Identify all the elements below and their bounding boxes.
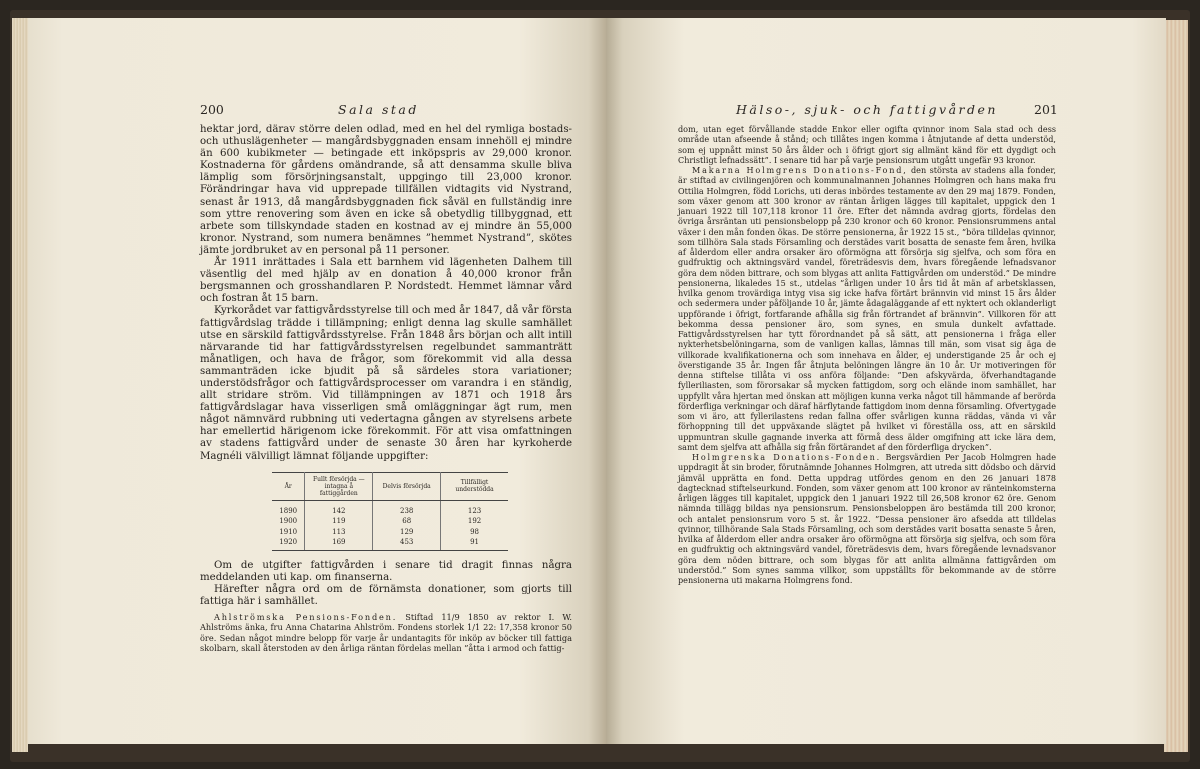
table-header-temporary-support: Tillfälligt understödda <box>441 472 508 500</box>
paragraph: Om de utgifter fattigvården i senare tid dragit finnas några meddelanden uti kap. om finanserna. <box>200 559 572 583</box>
fund-paragraph-holmgrenska <box>678 452 1056 585</box>
table-header-fully-supported: Fullt försörjda — intagna å fattiggården <box>305 472 373 500</box>
table-row <box>272 527 508 538</box>
table-row <box>272 537 508 550</box>
table-cell: 1890 <box>272 500 305 516</box>
right-page-edges <box>1164 20 1188 752</box>
table-cell: 119 <box>305 516 373 527</box>
fund-text: Bergsvärdien Per Jacob Holmgren hade uppdragit åt sin broder, förutnämnde Johannes Holmgren, att utreda sitt dödsbo och därvid jämväl upprätta en fond. Detta uppdrag utfördes genom en den 26 januari 1878 dagtecknad stiftelseurkund. Fonden, som växer genom att 100 kronor av ränteinkomsterna årligen lägges till kapitalet, uppgick den 1 januari 1922 till 26,508 kronor 62 öre. Genom nämnda tillägg bildas nya pensionsrum. Pensionsbeloppen äro bestämda till 200 kronor, och antalet pensionsrum voro 5 st. år 1922. ”Dessa pensioner äro afsedda att tilldelas qvinnor, tillhörande Sala Stads Församling, och som derstädes varit bosatta senaste 5 åren, hvilka af ålderdom eller andra orsaker äro oförmögna att försörja sig sjelfva, och som föra en gudfruktig och aktningsvärd vandel, företrädesvis dem, hvars föregående levnadsvanor göra dem nöden bittrare, och som blygas för att anlita allmänna fattigvården om understöd.” Som synes samma villkor, som uppställts för bekommande av de större pensionerna uti makarna Holmgrens fond. <box>678 452 1056 585</box>
table-cell: 123 <box>467 506 482 515</box>
table-row <box>272 516 508 527</box>
table-header-row <box>272 472 508 500</box>
fund-heading: Makarna Holmgrens Donations-Fond, <box>692 165 908 175</box>
running-title: Sala stad <box>338 102 419 117</box>
table-cell: 453 <box>373 537 441 550</box>
fund-text: Stiftad 11/9 1850 av rektor I. W. Ahlströms änka, fru Anna Chatarina Ahlström. Fondens storlek 1/1 22: 17,358 kronor 50 öre. Sedan något mindre belopp för varje år undantagits för inköp av böcker till fattiga skolbarn, skall återstoden av den årliga räntan fördelas mellan ”åtta i armod och fattig- <box>200 612 572 654</box>
table-row <box>272 500 508 516</box>
table-cell: 113 <box>305 527 373 538</box>
paragraph: Kyrkorådet var fattigvårdsstyrelse till och med år 1847, då vår första fattigvårdslag trädde i tillämpning; enligt denna lag skulle samhället utse en särskild fattigvårdsstyrelse. Från 1848 års början och allt intill närvarande tid har fattigvårdsstyrelsen regelbundet sammanträtt månatligen, och hava de frågor, som förekommit vid alla dessa sammanträden icke bjudit på så särdeles stora variationer; understödsfrågor och fattigvårdsprocesser om varandra i en ständig, allt stridare ström. Vid tillämpningen av 1871 och 1918 års fattigvårdslagar hava visserligen små omläggningar ägt rum, men något nämnvärd rubbning uti vedertagna gången av styrelsens arbete har emellertid härigenom icke förekommit. För att visa omfattningen av stadens fattigvård under de senaste 30 åren har kyrkoherde Magnéli välvilligt lämnat följande uppgifter: <box>200 305 572 462</box>
fund-text: den största av stadens alla fonder, är stiftad av civilingenjören och kommunalmannen Johannes Holmgren och hans maka fru Ottilia Holmgren, född Lorichs, uti deras inbördes testamente av den 29 maj 1879. Fonden, som växer genom att 300 kronor av räntan årligen lägges till kapitalet, uppgick den 1 januari 1922 till 107,118 kronor 11 öre. Efter det nämnda avdrag gjorts, fördelas den övriga årsräntan uti pensionsbelopp på 230 kronor och 60 kronor. Pensionsrummens antal växer i den mån fonden ökas. De större pensionerna, år 1922 15 st., ”böra tilldelas qvinnor, som tillhöra Sala stads Församling och derstädes varit bosatta de senaste fem åren, hvilka af ålderdom eller andra orsaker äro oförmögna att försörja sig sjelfva, och som föra en gudfruktig och aktningsvärd vandel, företrädesvis dem, hvars föregående lefnadsvanor göra dem nöden bittrare, och som blygas att anlita Fattigvården om understöd.” De mindre pensionerna, likaledes 15 st., utdelas ”årligen under 10 års tid åt män af arbetsklassen, hvilka genom trovärdiga intyg visa sig icke hafva förtärt brännvin vid minst 15 års ålder och sedermera under påföljande 10 år, jämte ådagaläggande af ett nyktert och oklanderligt uppförande i öfrigt, fortfarande afhålla sig från förtrandet af brännvin”. Villkoren för att bekomma dessa pensioner äro, som synes, en smula dunkelt avfattade. Fattigvårdsstyrelsen har tytt förordnandet på så sätt, att pensionerna i fråga eller nykterhetsbelöningarna, som de vanligen kallas, lämnas till män, som visat sig äga de villkorade kvalifikationerna och som innehava en ålder, ej understigande 25 år och ej överstigande 35 år. Ingen får åtnjuta belöningen längre än 10 år. Ur motiveringen för denna stiftelse tillåta vi oss anföra följande: ”Den afskyvärda, öfverhandtagande fylleriliasten, som förorsakar så mycken fattigdom, sorg och elände inom samhället, har uppfyllt våra hjertan med önskan att möjligen kunna verka något till hämmande af berörda förderfliga verkningar och däraf härflytande fattigdom inom denna församling. Ofvertygade som vi äro, att fyllerilastens redan fallna offer svårligen kunna räddas, vända vi vår förhoppning till det uppväxande slägtet på hvilket vi föreställa oss, att en särskild uppmuntran skulle gagnande inverka att förmå dess älder omgifning att icke lära dem, samt dem sjelfva att afhålla sig från förtärandet af den förderfliga drycken”. <box>678 165 1056 452</box>
left-body-text <box>200 124 572 654</box>
table-header-partly-supported: Delvis försörjda <box>373 472 441 500</box>
fund-heading: Ahlströmska Pensions-Fonden. <box>214 612 398 622</box>
table-cell: 129 <box>373 527 441 538</box>
paragraph: Härefter några ord om de förnämsta donationer, som gjorts till fattiga här i samhället. <box>200 583 572 607</box>
paragraph-text: dom, utan eget förvållande stadde Enkor eller ogifta qvinnor inom Sala stad och dess område utan afseende å stånd; och tillåtes ingen komma i åtnjutande af detta understöd, som ej uppnått minst 50 års ålder och i öfrigt gjort sig allmänt känd för ett dygdigt och Christligt lefnadssätt”. I senare tid har på varje pensionsrum utgått ungefär 93 kronor. <box>678 124 1056 165</box>
left-page-edges <box>12 18 28 752</box>
table-cell: 169 <box>305 537 373 550</box>
paragraph <box>678 124 1056 165</box>
left-page <box>28 18 606 744</box>
fund-paragraph-ahlstrom <box>200 612 572 654</box>
poor-relief-table <box>272 472 508 551</box>
table-cell: 1910 <box>272 527 305 538</box>
paragraph: hektar jord, därav större delen odlad, med en hel del rymliga bostads- och uthuslägenheter — mangårdsbyggnaden ensam innehöll ej mindre än 600 kubikmeter — betingade ett inköpspris av 29,000 kronor. Kostnaderna för gårdens omändrande, så att densamma skulle bliva lämplig som försörjningsanstalt, uppgingo till 23,000 kronor. Förändringar hava vid upprepade tillfällen vidtagits vid Nystrand, senast år 1913, då mangårdsbyggnaden fick såväl en fullständig inre som yttre renovering som även en icke så obetydlig tillbyggnad, ett arbete som tillskyndade staden en kostnad av ej mindre än 55,000 kronor. Nystrand, som numera benämnes ”hemmet Nystrand”, skötes jämte jordbruket av en personal på 11 personer. <box>200 124 572 256</box>
running-title: Hälso-, sjuk- och fattigvården <box>736 102 998 117</box>
fund-paragraph-makarna-holmgren <box>678 165 1056 452</box>
right-body-text <box>678 124 1056 585</box>
right-page <box>606 18 1166 744</box>
page-number: 200 <box>200 102 224 117</box>
paragraph: År 1911 inrättades i Sala ett barnhem vid lägenheten Dalhem till väsentlig del med hjälp av en donation å 40,000 kronor från bergsmannen och grosshandlaren P. Nordstedt. Hemmet lämnar vård och fostran åt 15 barn. <box>200 257 572 305</box>
table-cell: 238 <box>373 500 441 516</box>
table-cell: 1900 <box>272 516 305 527</box>
table-cell: 142 <box>305 500 373 516</box>
page-number: 201 <box>1034 102 1058 117</box>
table-cell: 98 <box>470 527 480 536</box>
table-cell: 1920 <box>272 537 305 550</box>
table-cell: 68 <box>373 516 441 527</box>
table-cell: 192 <box>467 517 482 526</box>
table-header-year: År <box>272 472 305 500</box>
fund-heading: Holmgrenska Donations-Fonden. <box>692 452 882 462</box>
table-cell: 91 <box>441 537 508 550</box>
